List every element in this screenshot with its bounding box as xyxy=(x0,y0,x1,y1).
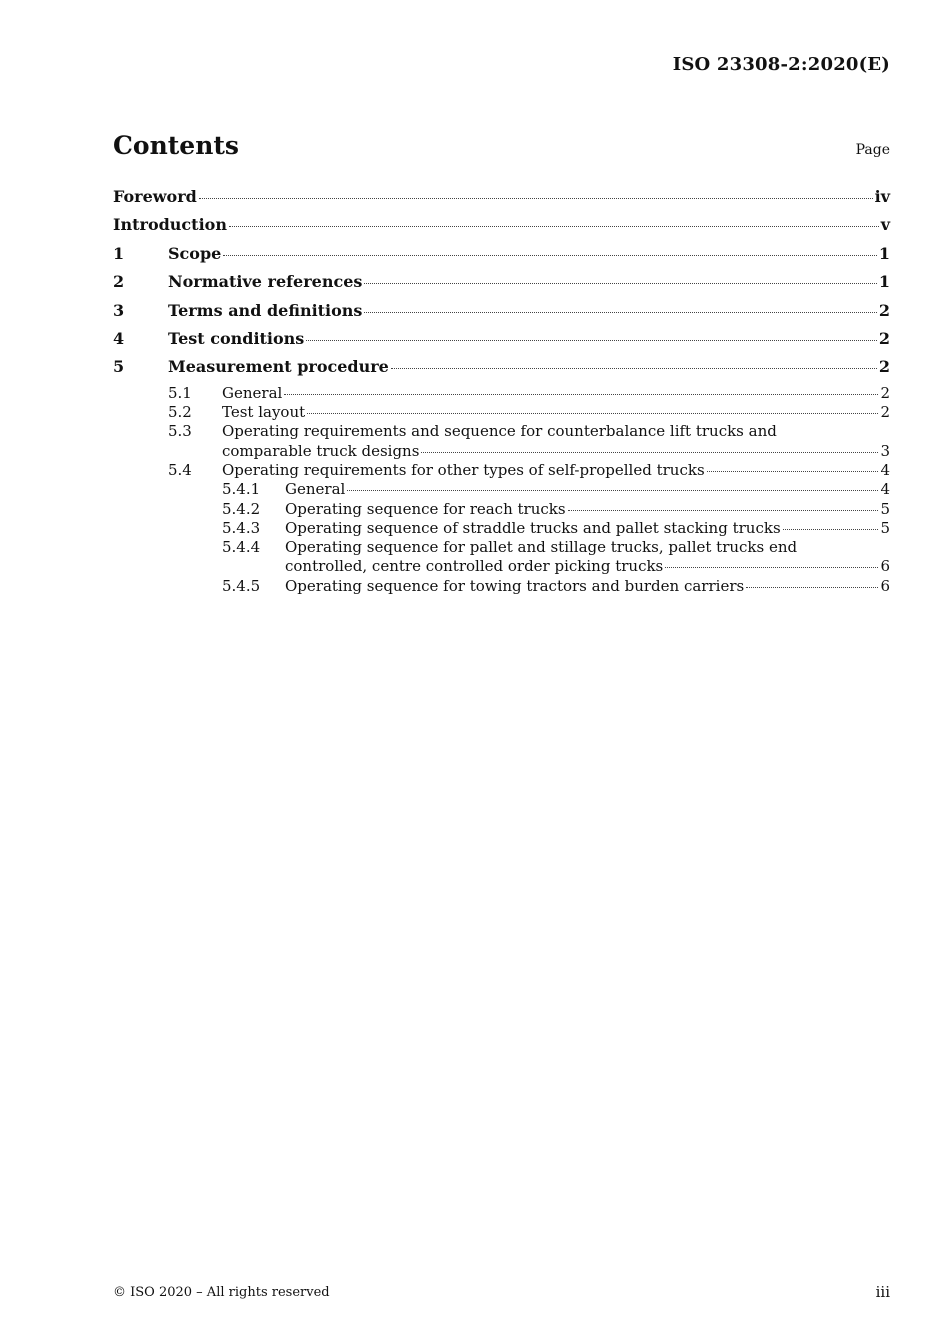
toc-entry-page: 4 xyxy=(880,460,890,479)
toc-entry-line xyxy=(285,557,890,576)
toc-entry-title-block xyxy=(285,500,890,519)
toc-entry-title-line1: Operating sequence for pallet and stillage trucks, pallet trucks end xyxy=(285,538,798,557)
toc-entry-title: Introduction xyxy=(113,215,227,235)
toc-entry[interactable] xyxy=(113,327,890,355)
toc-entry-number: 5.4.5 xyxy=(222,576,261,595)
toc-entry-line xyxy=(285,500,890,519)
toc-entry-title: Measurement procedure xyxy=(168,357,389,377)
toc-entry-line xyxy=(113,187,890,206)
toc-entry[interactable] xyxy=(113,480,890,499)
toc-leader-dots xyxy=(364,312,876,313)
toc-entry-title-block xyxy=(285,538,890,577)
toc-entry-title-block xyxy=(168,244,890,263)
toc-leader-dots xyxy=(568,510,879,511)
toc-entry-title: Terms and definitions xyxy=(168,300,363,320)
toc-entry-page: 4 xyxy=(880,480,890,499)
toc-entry-line xyxy=(222,442,890,461)
page-title: Contents xyxy=(113,131,240,160)
toc-entry-page: 5 xyxy=(880,518,890,537)
toc-entry-page: 6 xyxy=(880,576,890,595)
toc-leader-dots xyxy=(284,394,878,395)
toc-entry-line xyxy=(285,519,890,538)
toc-entry[interactable] xyxy=(113,355,890,383)
toc-entry-page: v xyxy=(880,215,890,235)
toc-leader-dots xyxy=(665,567,878,568)
toc-entry-line xyxy=(285,577,890,596)
toc-leader-dots xyxy=(229,226,879,227)
toc-entry-title-block xyxy=(113,215,890,234)
toc-entry-page: 2 xyxy=(880,403,890,422)
toc-entry-title-block xyxy=(222,384,890,403)
toc-leader-dots xyxy=(421,452,878,453)
toc-entry-number: 5.3 xyxy=(168,422,192,441)
toc-entry-title: Scope xyxy=(168,243,222,263)
toc-entry-title: comparable truck designs xyxy=(222,441,420,460)
toc-leader-dots xyxy=(364,283,876,284)
toc-entry-line xyxy=(222,461,890,480)
toc-entry-number: 5.2 xyxy=(168,403,192,422)
toc-entry-title: General xyxy=(222,383,283,402)
document-id: ISO 23308-2:2020(E) xyxy=(672,54,890,75)
toc-entry-number: 2 xyxy=(113,272,125,292)
toc-leader-dots xyxy=(347,490,878,491)
toc-entry-title: Operating sequence of straddle trucks and pallet stacking trucks xyxy=(285,518,781,537)
toc-entry-title: General xyxy=(285,480,346,499)
footer-copyright: © ISO 2020 – All rights reserved xyxy=(113,1285,330,1300)
toc-entry-line xyxy=(168,272,890,291)
toc-entry-number: 5.1 xyxy=(168,383,192,402)
toc-entry-title-block xyxy=(168,301,890,320)
table-of-contents xyxy=(113,185,890,596)
toc-entry-title-block xyxy=(168,329,890,348)
toc-entry-page: 1 xyxy=(878,272,890,292)
toc-entry-title-line1: Operating requirements and sequence for counterbalance lift trucks and xyxy=(222,422,777,441)
toc-entry-title-block xyxy=(168,357,890,376)
toc-entry-title-block xyxy=(168,272,890,291)
toc-entry-title: Operating requirements for other types of self-propelled trucks xyxy=(222,460,705,479)
footer-page-number: iii xyxy=(875,1283,890,1301)
toc-entry-title-block xyxy=(113,187,890,206)
toc-entry-page: 2 xyxy=(878,300,890,320)
toc-entry[interactable] xyxy=(113,270,890,298)
toc-entry-title: Operating sequence for reach trucks xyxy=(285,499,566,518)
toc-entry-page: 2 xyxy=(880,383,890,402)
toc-entry[interactable] xyxy=(113,185,890,213)
toc-entry-title: Test conditions xyxy=(168,328,305,348)
toc-entry-page: 2 xyxy=(878,357,890,377)
toc-entry-title-block xyxy=(222,461,890,480)
toc-entry-number: 1 xyxy=(113,243,125,263)
toc-entry-number: 5.4 xyxy=(168,460,192,479)
toc-entry-number: 5.4.4 xyxy=(222,538,261,557)
toc-entry-line xyxy=(222,403,890,422)
toc-entry[interactable] xyxy=(113,577,890,596)
toc-entry-title-block xyxy=(285,519,890,538)
toc-entry-title: Foreword xyxy=(113,187,197,206)
toc-entry-title-block xyxy=(222,403,890,422)
toc-entry-page: 3 xyxy=(880,441,890,460)
toc-leader-dots xyxy=(223,255,877,256)
toc-entry[interactable] xyxy=(113,299,890,327)
toc-entry-page: 6 xyxy=(880,557,890,576)
toc-entry[interactable] xyxy=(113,461,890,480)
page-column-label: Page xyxy=(855,142,890,158)
toc-entry-line xyxy=(222,384,890,403)
toc-entry-page: 1 xyxy=(878,243,890,263)
toc-leader-dots xyxy=(783,529,879,530)
toc-entry[interactable] xyxy=(113,242,890,270)
toc-entry-number: 5.4.2 xyxy=(222,499,261,518)
toc-leader-dots xyxy=(199,198,873,199)
toc-entry-line xyxy=(168,244,890,263)
toc-leader-dots xyxy=(746,587,878,588)
toc-entry-title: Normative references xyxy=(168,272,363,292)
toc-entry-line xyxy=(168,329,890,348)
toc-leader-dots xyxy=(306,340,877,341)
toc-entry-title-block xyxy=(285,480,890,499)
toc-entry-title: Operating sequence for towing tractors and burden carriers xyxy=(285,576,745,595)
toc-entry-title: Test layout xyxy=(222,403,306,422)
toc-entry[interactable] xyxy=(113,519,890,538)
toc-entry-title-block xyxy=(222,422,890,461)
toc-entry-line xyxy=(168,357,890,376)
toc-entry[interactable] xyxy=(113,213,890,241)
toc-entry[interactable] xyxy=(113,538,890,577)
toc-entry-page: 5 xyxy=(880,499,890,518)
toc-entry-number: 4 xyxy=(113,328,125,348)
toc-leader-dots xyxy=(307,413,878,414)
toc-entry-page: iv xyxy=(874,187,890,206)
toc-entry-number: 3 xyxy=(113,300,125,320)
toc-entry-number: 5.4.1 xyxy=(222,480,261,499)
toc-entry-page: 2 xyxy=(878,328,890,348)
toc-leader-dots xyxy=(391,368,877,369)
toc-entry[interactable] xyxy=(113,500,890,519)
toc-entry-line xyxy=(113,215,890,234)
toc-leader-dots xyxy=(707,471,879,472)
toc-entry[interactable] xyxy=(113,422,890,461)
toc-entry-number: 5.4.3 xyxy=(222,518,261,537)
toc-entry-title-block xyxy=(285,577,890,596)
toc-entry-number: 5 xyxy=(113,357,125,377)
toc-entry-line xyxy=(285,480,890,499)
toc-entry[interactable] xyxy=(113,403,890,422)
toc-entry-title: controlled, centre controlled order picking trucks xyxy=(285,557,664,576)
toc-entry[interactable] xyxy=(113,384,890,403)
toc-entry-line xyxy=(168,301,890,320)
